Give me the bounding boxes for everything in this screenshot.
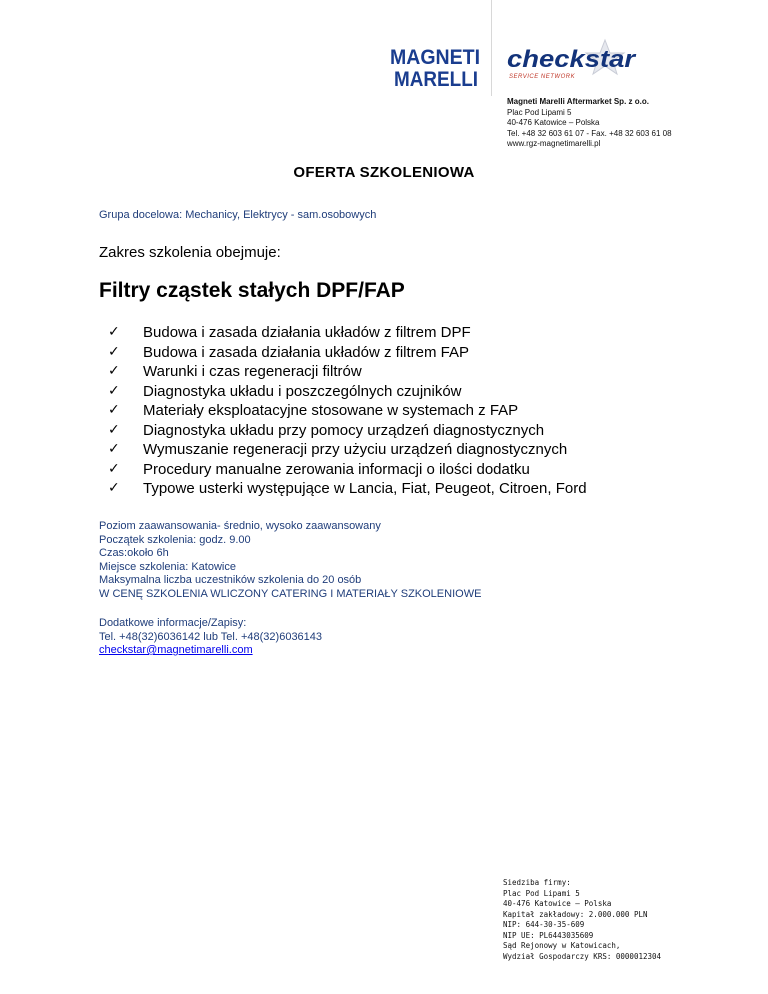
checkmark-icon: ✓ xyxy=(108,421,120,438)
list-item xyxy=(108,401,587,421)
detail-level: Poziom zaawansowania- średnio, wysoko zaawansowany xyxy=(99,520,381,532)
company-registration-footer xyxy=(503,878,661,962)
course-title: Filtry cząstek stałych DPF/FAP xyxy=(99,279,405,302)
scope-label: Zakres szkolenia obejmuje: xyxy=(99,244,281,261)
checkmark-icon: ✓ xyxy=(108,343,120,360)
contact-info xyxy=(99,617,322,658)
footer-line: Plac Pod Lipami 5 xyxy=(503,888,580,898)
list-item xyxy=(108,440,587,460)
detail-duration: Czas:około 6h xyxy=(99,547,169,559)
logo-mm-text: MAGNETI xyxy=(390,46,480,69)
company-address xyxy=(507,97,672,150)
list-item-text: Typowe usterki występujące w Lancia, Fiat, Peugeot, Citroen, Ford xyxy=(143,480,587,497)
detail-included: W CENĘ SZKOLENIA WLICZONY CATERING I MATERIAŁY SZKOLENIOWE xyxy=(99,587,482,600)
list-item-text: Wymuszanie regeneracji przy użyciu urządzeń diagnostycznych xyxy=(143,441,568,458)
list-item xyxy=(108,362,587,382)
detail-capacity: Maksymalna liczba uczestników szkolenia do 20 osób xyxy=(99,574,362,586)
checkmark-icon: ✓ xyxy=(108,480,120,496)
detail-start: Początek szkolenia: godz. 9.00 xyxy=(99,533,251,546)
header-divider xyxy=(491,0,492,96)
checkmark-icon: ✓ xyxy=(108,441,120,457)
company-line: Plac Pod Lipami 5 xyxy=(507,107,572,117)
list-item xyxy=(108,323,587,343)
list-item-text: Diagnostyka układu i poszczególnych czujników xyxy=(143,382,462,400)
detail-location: Miejsce szkolenia: Katowice xyxy=(99,560,236,573)
list-item-text: Procedury manualne zerowania informacji o ilości dodatku xyxy=(143,460,530,478)
list-item-text: Warunki i czas regeneracji filtrów xyxy=(143,363,362,380)
contact-label: Dodatkowe informacje/Zapisy: xyxy=(99,617,247,629)
footer-line: NIP UE: PL6443035609 xyxy=(503,930,594,940)
footer-line: Wydział Gospodarczy KRS: 0000012304 xyxy=(503,951,662,961)
list-item xyxy=(108,343,587,363)
footer-line: Siedziba firmy: xyxy=(503,878,571,887)
checkstar-logo xyxy=(505,38,640,84)
list-item xyxy=(108,460,587,480)
list-item xyxy=(108,382,587,402)
checkmark-icon: ✓ xyxy=(108,382,120,399)
company-website: www.rgz-magnetimarelli.pl xyxy=(507,139,601,148)
checkmark-icon: ✓ xyxy=(108,363,120,379)
list-item-text: Materiały eksploatacyjne stosowane w systemach z FAP xyxy=(143,402,519,419)
list-item-text: Budowa i zasada działania układów z filtrem DPF xyxy=(143,324,471,341)
checkmark-icon: ✓ xyxy=(108,460,120,477)
topic-list xyxy=(108,323,587,499)
course-details xyxy=(99,520,481,601)
contact-phones: Tel. +48(32)6036142 lub Tel. +48(32)6036143 xyxy=(99,630,323,643)
footer-line: Sąd Rejonowy w Katowicach, xyxy=(503,941,621,950)
list-item xyxy=(108,479,587,499)
footer-line: NIP: 644-30-35-609 xyxy=(503,920,585,929)
footer-line: 40-476 Katowice – Polska xyxy=(503,899,612,908)
logo-cs-sub: SERVICE NETWORK xyxy=(509,74,576,80)
logo-cs-text: checkstar xyxy=(507,46,637,73)
company-line: 40-476 Katowice – Polska xyxy=(507,118,600,127)
company-line: Tel. +48 32 603 61 07 - Fax. +48 32 603 61 08 xyxy=(507,128,672,138)
list-item-text: Budowa i zasada działania układów z filtrem FAP xyxy=(143,343,470,361)
email-link[interactable]: checkstar@magnetimarelli.com xyxy=(99,644,253,656)
checkmark-icon: ✓ xyxy=(108,324,120,340)
checkmark-icon: ✓ xyxy=(108,402,120,418)
page-heading: OFERTA SZKOLENIOWA xyxy=(293,164,475,181)
target-group: Grupa docelowa: Mechanicy, Elektrycy - sam.osobowych xyxy=(99,209,377,221)
logo-mm-text-2: MARELLI xyxy=(394,68,478,90)
list-item xyxy=(108,421,587,441)
magneti-marelli-logo xyxy=(390,40,482,90)
footer-line: Kapitał zakładowy: 2.000.000 PLN xyxy=(503,909,648,919)
company-name: Magneti Marelli Aftermarket Sp. z o.o. xyxy=(507,97,649,106)
list-item-text: Diagnostyka układu przy pomocy urządzeń diagnostycznych xyxy=(143,421,545,439)
